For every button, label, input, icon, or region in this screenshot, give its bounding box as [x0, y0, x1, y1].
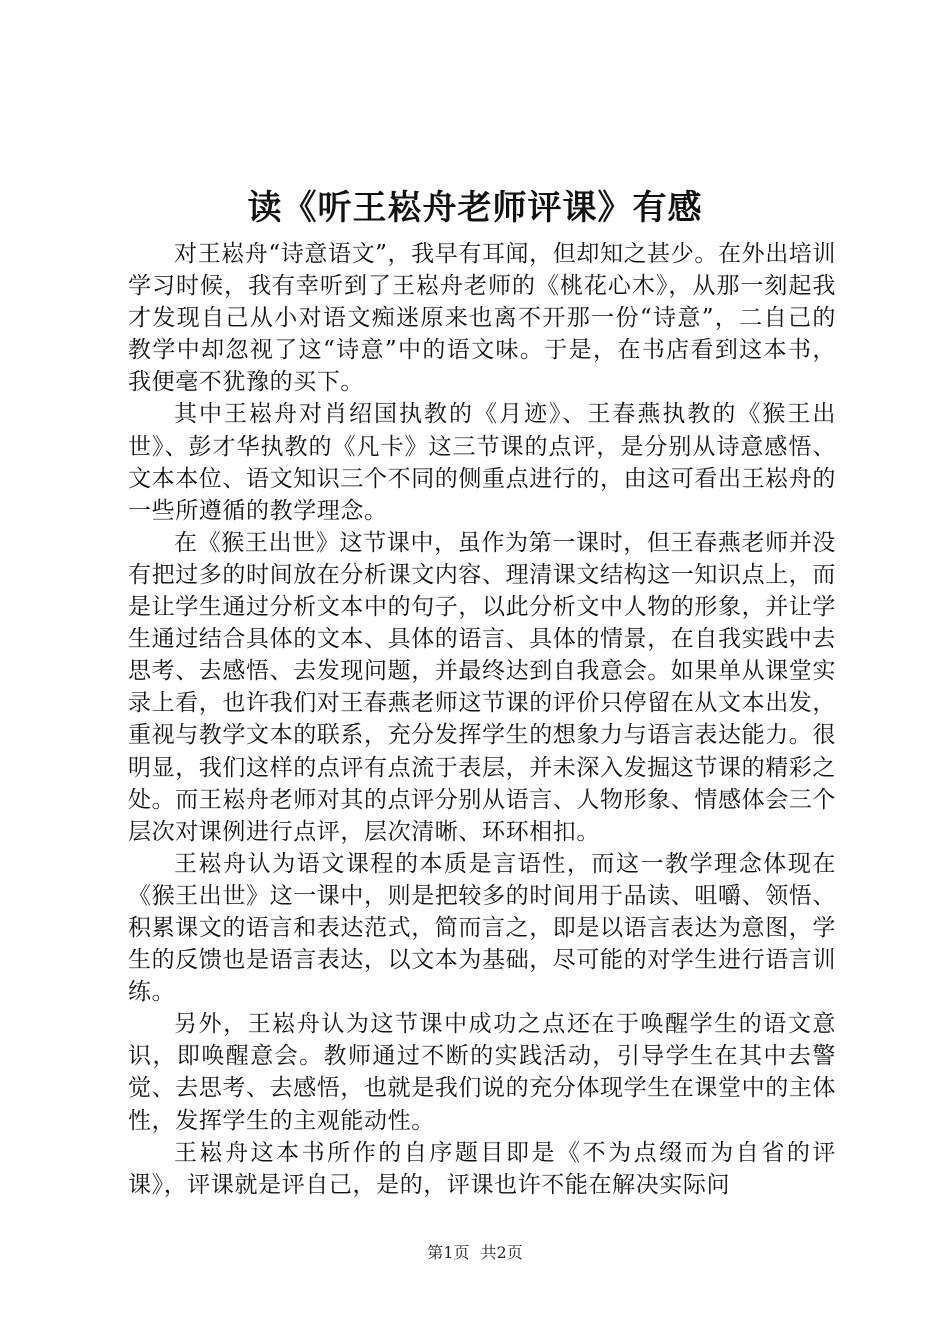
paragraph: 王崧舟这本书所作的自序题目即是《不为点缀而为自省的评课》，评课就是评自己，是的，评课也许不能在解决实际问: [128, 1139, 836, 1198]
paragraph: 王崧舟认为语文课程的本质是言语性，而这一教学理念体现在《猴王出世》这一课中，则是把较多的时间用于品读、咀嚼、领悟、积累课文的语言和表达范式，简而言之，即是以语言表达为意图，学生的反馈也是语言表达，以文本为基础，尽可能的对学生进行语言训练。: [128, 850, 836, 1006]
page-footer: [0, 1242, 950, 1264]
paragraph: 另外，王崧舟认为这节课中成功之点还在于唤醒学生的语文意识，即唤醒意会。教师通过不断的实践活动，引导学生在其中去警觉、去思考、去感悟，也就是我们说的充分体现学生在课堂中的主体性，发挥学生的主观能动性。: [128, 1011, 836, 1134]
paragraph: 其中王崧舟对肖绍国执教的《月迹》、王春燕执教的《猴王出世》、彭才华执教的《凡卡》这三节课的点评，是分别从诗意感悟、文本本位、语文知识三个不同的侧重点进行的，由这可看出王崧舟的一些所遵循的教学理念。: [128, 401, 836, 524]
page-total: 共2页: [480, 1243, 523, 1262]
document-title: 读《听王崧舟老师评课》有感: [247, 188, 703, 228]
paragraph: 对王崧舟“诗意语文”，我早有耳闻，但却知之甚少。在外出培训学习时候，我有幸听到了王崧舟老师的《桃花心木》，从那一刻起我才发现自己从小对语文痴迷原来也离不开那一份“诗意”，二自己的教学中却忽视了这“诗意”中的语文味。于是，在书店看到这本书，我便毫不犹豫的买下。: [128, 241, 836, 396]
page-number: 第1页: [427, 1243, 470, 1262]
paragraph: 在《猴王出世》这节课中，虽作为第一课时，但王春燕老师并没有把过多的时间放在分析课文内容、理清课文结构这一知识点上，而是让学生通过分析文本中的句子，以此分析文中人物的形象，并让学生通过结合具体的文本、具体的语言、具体的情景，在自我实践中去思考、去感悟、去发现问题，并最终达到自我意会。如果单从课堂实录上看，也许我们对王春燕老师这节课的评价只停留在从文本出发，重视与教学文本的联系，充分发挥学生的想象力与语言表达能力。很明显，我们这样的点评有点流于表层，并未深入发掘这节课的精彩之处。而王崧舟老师对其的点评分别从语言、人物形象、情感体会三个层次对课例进行点评，层次清晰、环环相扣。: [128, 529, 836, 845]
document-body: [128, 238, 836, 1201]
